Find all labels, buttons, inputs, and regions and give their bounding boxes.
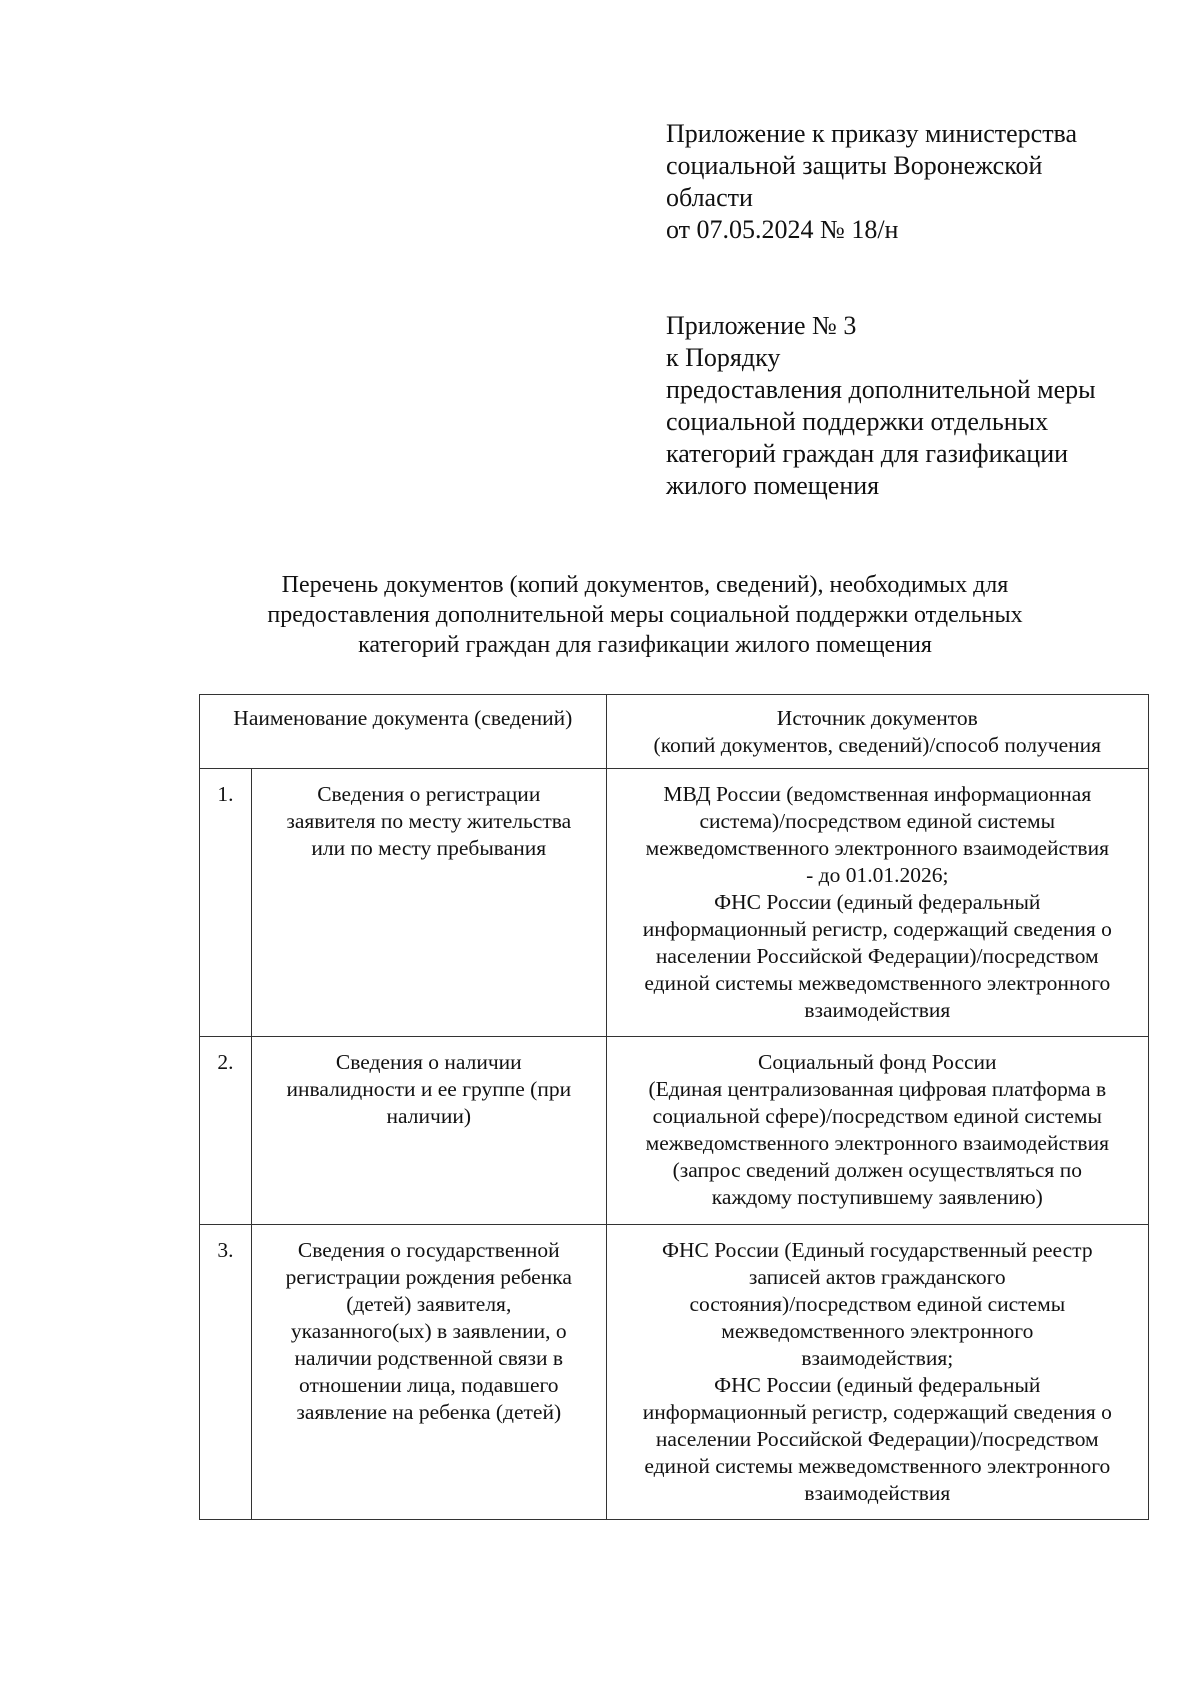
row-document-source — [606, 1037, 1148, 1225]
source-line: взаимодействия; — [801, 1346, 954, 1370]
header-source-line: (копий документов, сведений)/способ получения — [653, 733, 1102, 757]
table-row — [200, 769, 1149, 1037]
source-line: взаимодействия — [804, 1481, 951, 1505]
table-header-row — [200, 695, 1149, 769]
table-row — [200, 1037, 1149, 1225]
order-reference-line: социальной защиты Воронежской — [666, 151, 1043, 180]
name-line: указанного(ых) в заявлении, о — [290, 1319, 567, 1343]
name-line: Сведения о регистрации — [317, 782, 541, 806]
name-line: Сведения о наличии — [335, 1050, 522, 1074]
appendix-reference — [666, 310, 1096, 502]
row-document-name — [251, 1037, 606, 1225]
source-line: записей актов гражданского — [748, 1265, 1006, 1289]
row-document-source — [606, 769, 1148, 1037]
source-line: МВД России (ведомственная информационная — [663, 782, 1092, 806]
row-document-source — [606, 1225, 1148, 1520]
source-line: - до 01.01.2026; — [806, 863, 949, 887]
name-line: наличии родственной связи в — [294, 1346, 563, 1370]
order-reference — [666, 118, 1077, 246]
source-line: социальной сфере)/посредством единой системы — [652, 1104, 1102, 1128]
appendix-reference-line: к Порядку — [666, 343, 781, 372]
name-line: регистрации рождения ребенка — [285, 1265, 572, 1289]
source-line: межведомственного электронного взаимодействия — [645, 1131, 1109, 1155]
name-line: отношении лица, подавшего — [298, 1373, 559, 1397]
order-reference-line: области — [666, 183, 753, 212]
source-line: взаимодействия — [804, 998, 951, 1022]
document-title — [190, 570, 1100, 660]
appendix-reference-line: предоставления дополнительной меры — [666, 375, 1096, 404]
name-line: заявление на ребенка (детей) — [296, 1400, 562, 1424]
name-line: (детей) заявителя, — [346, 1292, 512, 1316]
appendix-reference-line: социальной поддержки отдельных — [666, 407, 1049, 436]
order-reference-line: от 07.05.2024 № 18/н — [666, 215, 899, 244]
documents-table — [199, 694, 1149, 1520]
header-document-source — [606, 695, 1148, 769]
source-line: населении Российской Федерации)/посредством — [655, 944, 1099, 968]
source-line: единой системы межведомственного электронного — [644, 1454, 1111, 1478]
appendix-reference-line: категорий граждан для газификации — [666, 439, 1069, 468]
document-title-line: Перечень документов (копий документов, сведений), необходимых для — [281, 572, 1009, 598]
source-line: ФНС России (Единый государственный реестр — [661, 1238, 1093, 1262]
header-document-name-text: Наименование документа (сведений) — [233, 706, 573, 730]
source-line: информационный регистр, содержащий сведения о — [642, 1400, 1112, 1424]
source-line: ФНС России (единый федеральный — [714, 890, 1041, 914]
source-line: единой системы межведомственного электронного — [644, 971, 1111, 995]
source-line: межведомственного электронного — [721, 1319, 1034, 1343]
table-row — [200, 1225, 1149, 1520]
document-title-line: предоставления дополнительной меры социальной поддержки отдельных — [267, 602, 1023, 628]
row-number: 3. — [200, 1225, 252, 1520]
row-document-name — [251, 1225, 606, 1520]
source-line: Социальный фонд России — [758, 1050, 997, 1074]
row-number: 2. — [200, 1037, 252, 1225]
name-line: или по месту пребывания — [311, 836, 547, 860]
source-line: информационный регистр, содержащий сведения о — [642, 917, 1112, 941]
source-line: населении Российской Федерации)/посредством — [655, 1427, 1099, 1451]
source-line: каждому поступившему заявлению) — [711, 1185, 1043, 1209]
source-line: система)/посредством единой системы — [699, 809, 1056, 833]
source-line: (Единая централизованная цифровая платформа в — [648, 1077, 1107, 1101]
row-number: 1. — [200, 769, 252, 1037]
order-reference-line: Приложение к приказу министерства — [666, 119, 1078, 148]
name-line: заявителя по месту жительства — [286, 809, 572, 833]
source-line: состояния)/посредством единой системы — [689, 1292, 1066, 1316]
name-line: инвалидности и ее группе (при — [286, 1077, 572, 1101]
name-line: наличии) — [386, 1104, 471, 1128]
source-line: (запрос сведений должен осуществляться по — [672, 1158, 1082, 1182]
source-line: ФНС России (единый федеральный — [714, 1373, 1041, 1397]
name-line: Сведения о государственной — [297, 1238, 560, 1262]
source-line: межведомственного электронного взаимодействия — [645, 836, 1109, 860]
document-title-line: категорий граждан для газификации жилого помещения — [358, 632, 932, 658]
appendix-reference-line: жилого помещения — [666, 471, 880, 500]
header-document-name — [200, 695, 607, 769]
header-source-line: Источник документов — [776, 706, 978, 730]
appendix-reference-line: Приложение № 3 — [666, 311, 857, 340]
row-document-name — [251, 769, 606, 1037]
